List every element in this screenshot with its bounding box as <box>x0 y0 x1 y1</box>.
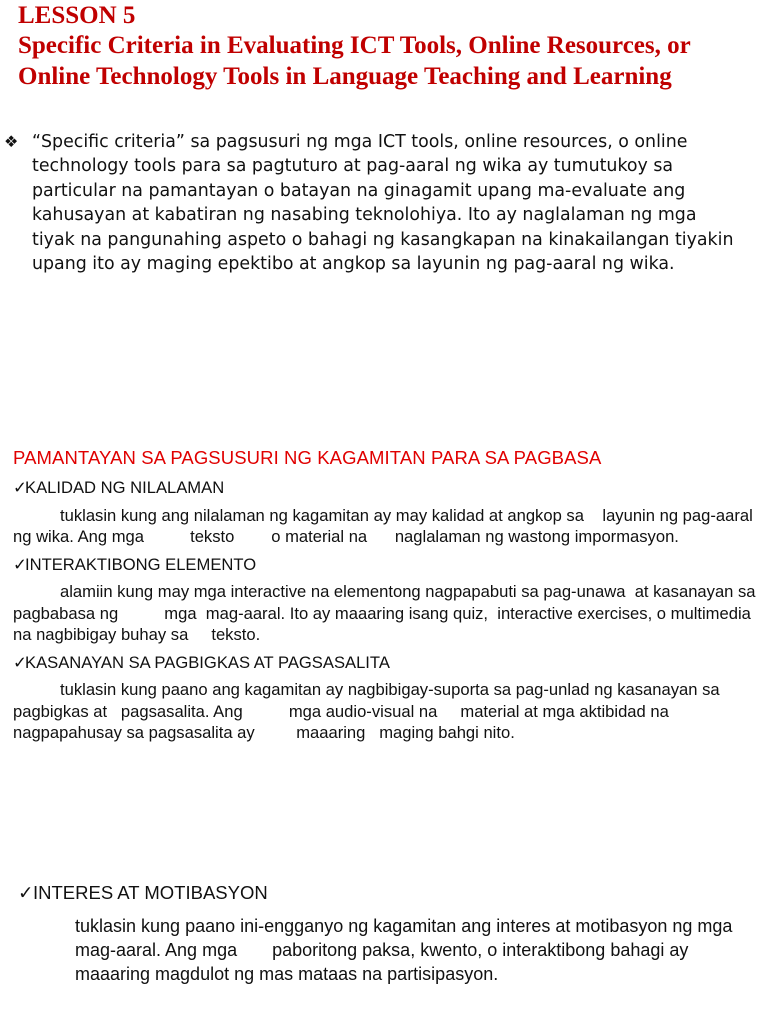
criterion-item <box>13 477 758 548</box>
criterion-body: alamiin kung may mga interactive na elementong nagpapabuti sa pag-unawa at kasanayan sa pagbabasa ng mga mag-aaral. Ito ay maaaring isang quiz, interactive exercises, o multimedia na nagbibigay buhay sa teksto. <box>13 582 761 644</box>
intro-text: “Specific criteria” sa pagsusuri ng mga ICT tools, online resources, o online technology tools para sa pagtuturo at pag-aaral ng wika ay tumutukoy sa particular na pamantayan o batayan na ginagamit upang ma-evaluate ang kahusayan at kabatiran ng nasabing teknolohiya. Ito ay naglalaman ng mga tiyak na pangunahing aspeto o bahagi ng kasangkapan na kinakailangan tiyakin upang ito ay maging epektibo at angkop sa layunin ng pag-aaral ng wika. <box>32 132 734 275</box>
criterion-heading: KASANAYAN SA PAGBIGKAS AT PAGSASALITA <box>25 652 390 672</box>
lesson-title-block <box>18 2 758 92</box>
checkmark-icon: ✓ <box>13 652 27 672</box>
criterion-body: tuklasin kung ang nilalaman ng kagamitan ay may kalidad at angkop sa layunin ng pag-aaral ng wika. Ang mga teksto o material na naglalaman ng wastong impormasyon. <box>13 505 758 546</box>
final-criterion-heading: INTERES AT MOTIBASYON <box>33 882 268 903</box>
diamond-bullet-icon: ❖ <box>4 132 19 151</box>
checkmark-icon: ✓ <box>13 554 27 574</box>
criterion-heading: KALIDAD NG NILALAMAN <box>25 478 225 497</box>
criterion-item <box>13 554 761 646</box>
checkmark-icon: ✓ <box>18 882 34 903</box>
lesson-title: Specific Criteria in Evaluating ICT Tools, Online Resources, or Online Technology Tools in Language Teaching and Learning <box>18 32 691 90</box>
lesson-number: LESSON 5 <box>18 2 136 29</box>
criterion-item <box>13 652 758 744</box>
criterion-body: tuklasin kung paano ang kagamitan ay nagbibigay-suporta sa pag-unlad ng kasanayan sa pagbigkas at pagsasalita. Ang mga audio-visual na material at mga aktibidad na nagpapahusay sa pagsasalita ay maaaring maging bahgi nito. <box>13 680 725 742</box>
criteria-list <box>13 477 761 750</box>
final-criterion-body: tuklasin kung paano ini-engganyo ng kagamitan ang interes at motibasyon ng mga mag-aaral. Ang mga paboritong paksa, kwento, o interaktibong bahagi ay maaaring magdulot ng mas mataas na partisipasyon. <box>75 916 738 985</box>
intro-paragraph <box>4 130 738 276</box>
section-heading: PAMANTAYAN SA PAGSUSURI NG KAGAMITAN PARA SA PAGBASA <box>13 447 602 468</box>
checkmark-icon: ✓ <box>13 478 27 497</box>
criterion-heading: INTERAKTIBONG ELEMENTO <box>25 554 257 574</box>
final-criterion <box>18 880 758 987</box>
